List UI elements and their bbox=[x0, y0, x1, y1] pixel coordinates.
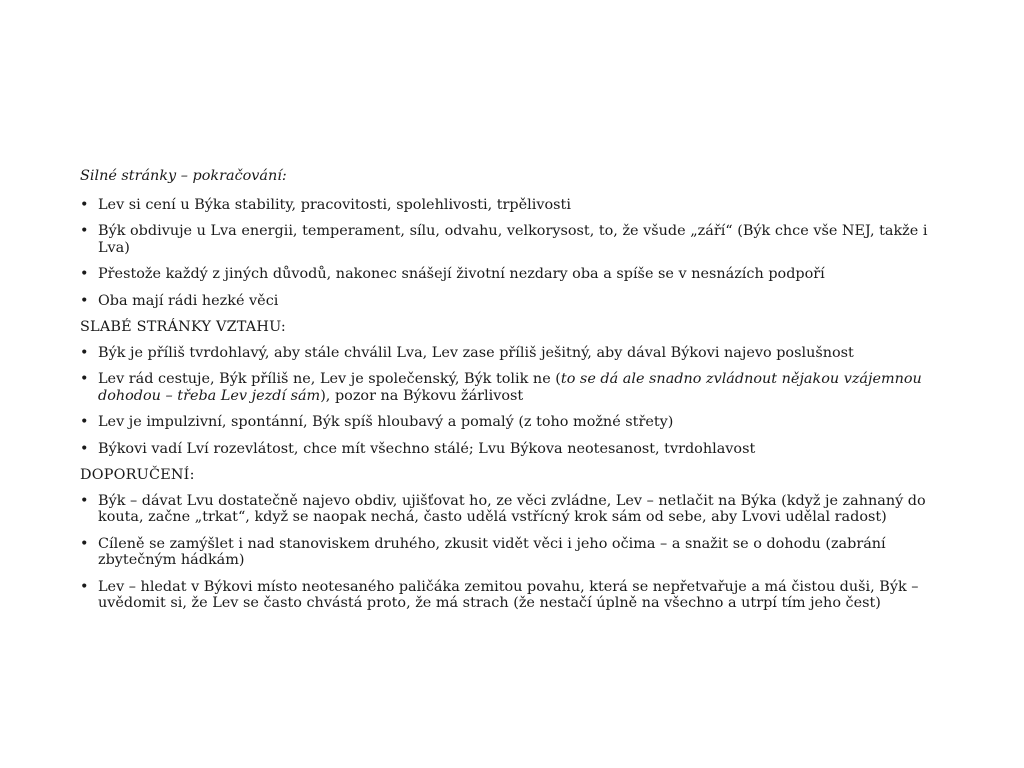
list-item-text: Lev rád cestuje, Býk příliš ne, Lev je společenský, Býk tolik ne ( bbox=[98, 371, 561, 387]
slide-content bbox=[80, 168, 960, 612]
weaknesses-list bbox=[80, 345, 960, 458]
strengths-subtitle: Silné stránky – pokračování: bbox=[80, 168, 287, 184]
list-item: • Býk – dávat Lvu dostatečně najevo obdiv, ujišťovat ho, ze věci zvládne, Lev – netlačit na Býka (když je zahnaný do kouta, začne „trkat“, když se naopak nechá, často udělá vstřícný krok sám od sebe, aby Lvovi udělal radost) bbox=[80, 493, 960, 526]
list-item: • Cíleně se zamýšlet i nad stanoviskem druhého, zkusit vidět věci i jeho očima – a snažit se o dohodu (zabrání zbytečným hádkám) bbox=[80, 536, 960, 569]
list-item-text: ), pozor na Býkovu žárlivost bbox=[320, 387, 524, 404]
list-item: • Lev je impulzivní, spontánní, Býk spíš hloubavý a pomalý (z toho možné střety) bbox=[80, 414, 960, 431]
recommendations-heading: DOPORUČENÍ: bbox=[80, 467, 195, 483]
recommendations-list bbox=[80, 493, 960, 612]
strengths-list bbox=[80, 197, 960, 310]
list-item: • Býk obdivuje u Lva energii, temperament, sílu, odvahu, velkorysost, to, že všude „září“ (Býk chce vše NEJ, takže i Lva) bbox=[80, 223, 960, 256]
list-item: • Lev si cení u Býka stability, pracovitosti, spolehlivosti, trpělivosti bbox=[80, 197, 960, 214]
list-item: • Přestože každý z jiných důvodů, nakonec snášejí životní nezdary oba a spíše se v nesnázích podpoří bbox=[80, 266, 960, 283]
list-item: • Býkovi vadí Lví rozevlátost, chce mít všechno stálé; Lvu Býkova neotesanost, tvrdohlavost bbox=[80, 441, 960, 458]
list-item bbox=[80, 371, 960, 404]
weaknesses-heading: SLABÉ STRÁNKY VZTAHU: bbox=[80, 319, 286, 335]
list-item: • Lev – hledat v Býkovi místo neotesaného paličáka zemitou povahu, která se nepřetvařuje a má čistou duši, Býk – uvědomit si, že Lev se často chvástá proto, že má strach (že nestačí úplně na všechno a utrpí tím jeho čest) bbox=[80, 579, 960, 612]
list-item: • Býk je příliš tvrdohlavý, aby stále chválil Lva, Lev zase příliš ješitný, aby dával Býkovi najevo poslušnost bbox=[80, 345, 960, 362]
list-item-italic-note: to se dá ale snadno zvládnout nějakou vzájemnou dohodou – třeba Lev jezdí sám bbox=[98, 371, 922, 404]
list-item: • Oba mají rádi hezké věci bbox=[80, 293, 960, 310]
